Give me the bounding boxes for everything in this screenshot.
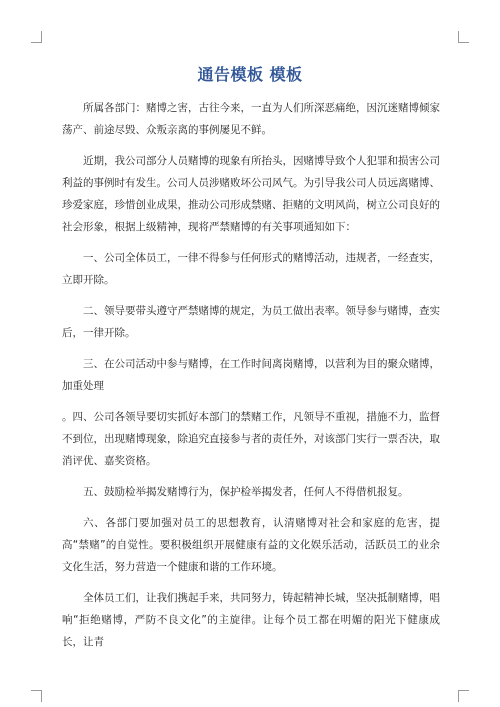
crop-mark-top-left xyxy=(41,31,42,43)
document-title: 通告模板 模板 xyxy=(197,65,303,84)
crop-mark-bottom-right xyxy=(458,690,459,702)
paragraph-item-6: 六、各部门要加强对员工的思想教育，认清赌博对社会和家庭的危害，提高“禁赌”的自觉性。要积极组织开展健康有益的文化娱乐活动，活跃员工的业余文化生活，努力营造一个健康和谐的工作环境。 xyxy=(62,517,440,573)
paragraph-item-5: 五、鼓励检举揭发赌博行为，保护检举揭发者，任何人不得借机报复。 xyxy=(83,486,409,498)
paragraph-item-4: 。四、公司各领导要切实抓好本部门的禁赌工作，凡领导不重视，措施不力，监督不到位，出现赌博现象，除追究直接参与者的责任外，对该部门实行一票否决，取消评优、嘉奖资格。 xyxy=(62,411,440,467)
document-body xyxy=(62,97,440,662)
crop-mark-top-right xyxy=(458,31,459,43)
paragraph-salutation: 所属各部门：赌博之害，古往今来，一直为人们所深恶痛绝，因沉迷赌博倾家荡产、前途尽毁、众叛亲离的事例屡见不鲜。 xyxy=(62,102,440,136)
crop-mark-top-right xyxy=(459,42,469,43)
paragraph-item-3: 三、在公司活动中参与赌博，在工作时间离岗赌博，以营利为目的聚众赌博，加重处理 xyxy=(62,358,440,392)
paragraph-item-2: 二、领导要带头遵守严禁赌博的规定，为员工做出表率。领导参与赌博，查实后，一律开除。 xyxy=(62,305,440,339)
crop-mark-bottom-left xyxy=(41,690,42,702)
paragraph-closing: 全体员工们，让我们携起手来，共同努力，铸起精神长城，坚决抵制赌博，唱响“拒绝赌博，严防不良文化”的主旋律。让每个员工都在明媚的阳光下健康成长，让青 xyxy=(62,592,440,648)
crop-mark-bottom-left xyxy=(31,690,41,691)
crop-mark-top-left xyxy=(31,42,41,43)
paragraph-item-1: 一、公司全体员工，一律不得参与任何形式的赌博活动，违规者，一经查实，立即开除。 xyxy=(62,252,440,286)
paragraph-background: 近期，我公司部分人员赌博的现象有所抬头，因赌博导致个人犯罪和损害公司利益的事例时有发生。公司人员涉赌败坏公司风气。为引导我公司人员远离赌博、珍爱家庭，珍惜创业成果，推动公司形成禁赌、拒赌的文明风尚，树立公司良好的社会形象，根据上级精神，现将严禁赌博的有关事项通知如下： xyxy=(62,155,440,233)
crop-mark-bottom-right xyxy=(459,690,469,691)
